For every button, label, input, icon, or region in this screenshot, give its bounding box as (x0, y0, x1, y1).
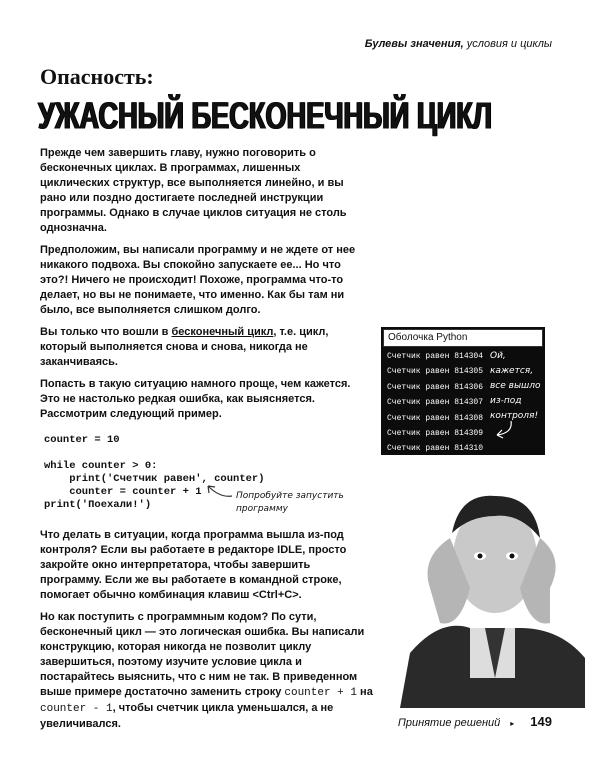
shell-line: Счетчик равен 814306 (387, 382, 484, 392)
p6-text: на (357, 686, 373, 698)
code-example-block (44, 434, 365, 514)
shell-line: Счетчик равен 814309 (387, 429, 484, 439)
footer-section: Принятие решений (397, 717, 501, 729)
term-infinite-loop: бесконечный цикл (171, 326, 274, 338)
shell-note: Ой, кажется, все вышло из-под контроля! (490, 351, 541, 421)
paragraph-1: Прежде чем завершить главу, нужно поговорить о бесконечных циклах. В программах, лишенных циклических структур, все выполняется линейно, и вы рано или поздно достигаете последней инструкции программы. Однако в случае циклов ситуация не столь однозначна. (40, 147, 347, 234)
main-column (40, 146, 373, 739)
p3-text-end: , т.е. цикл, который выполняется снова и снова, никогда не заканчиваясь. (40, 326, 329, 368)
paragraph-3 (40, 325, 365, 370)
running-header (365, 38, 552, 50)
paragraph-2: Предположим, вы написали программу и не ждете от нее никакого подвоха. Вы спокойно запускаете ее... Но что это?! Ничего не происходит! Похоже, программа что-то делает, но вы не понимаете, что именно. Как бы там ни было, все выполняется слишком долго. (40, 244, 356, 316)
code-example: counter = 10 while counter > 0: print('Счетчик равен', counter) counter = counter + 1 print('Поехали!') (44, 434, 265, 511)
python-shell-window (381, 327, 545, 455)
page-title: УЖАСНЫЙ БЕСКОНЕЧНЫЙ ЦИКЛ (38, 93, 492, 137)
p6-text: Но как поступить с программным кодом? По сути, бесконечный цикл — это логическая ошибка. Вы написали конструкцию, которая никогда не позволит циклу завершиться, поэтому изучите условие цикла и постарайтесь выяснить, что с ним не так. В приведенном выше примере достаточно заменить строку (40, 611, 365, 698)
kicker: Опасность: (40, 64, 154, 89)
header-rest: условия и циклы (463, 38, 552, 50)
photo-man-covering-face (400, 478, 585, 708)
inline-code: counter - 1 (40, 703, 113, 715)
paragraph-6 (40, 610, 375, 732)
shell-title: Оболочка Python (383, 329, 543, 347)
p6-text: , чтобы счетчик цикла уменьшался, а не увеличивался. (40, 702, 334, 730)
paragraph-4: Попасть в такую ситуацию намного проще, чем кажется. Это не настолько редкая ошибка, как выясняется. Рассмотрим следующий пример. (40, 378, 351, 420)
code-note: Попробуйте запустить программу (236, 491, 344, 514)
paragraph-5: Что делать в ситуации, когда программа вышла из-под контроля? Если вы работаете в редакторе IDLE, просто закройте окно интерпретатора, чтобы завершить программу. Если же вы работаете в командной строке, помогает обычно комбинация клавиш <Ctrl+C>. (40, 529, 347, 601)
shell-line: Счетчик равен 814305 (387, 367, 484, 377)
p3-text: Вы только что вошли в (40, 326, 172, 338)
shell-line: Счетчик равен 814307 (387, 398, 484, 408)
shell-line: Счетчик равен 814308 (387, 413, 484, 423)
page-footer (398, 714, 552, 729)
shell-line: Счетчик равен 814304 (387, 352, 484, 361)
triangle-icon: ▸ (510, 719, 515, 728)
page-number: 149 (530, 714, 552, 729)
arrow-icon (493, 419, 517, 441)
shell-line: Счетчик равен 814310 (387, 444, 484, 454)
header-bold: Булевы значения, (364, 38, 464, 50)
inline-code: counter + 1 (284, 687, 357, 699)
arrow-icon (202, 482, 234, 502)
